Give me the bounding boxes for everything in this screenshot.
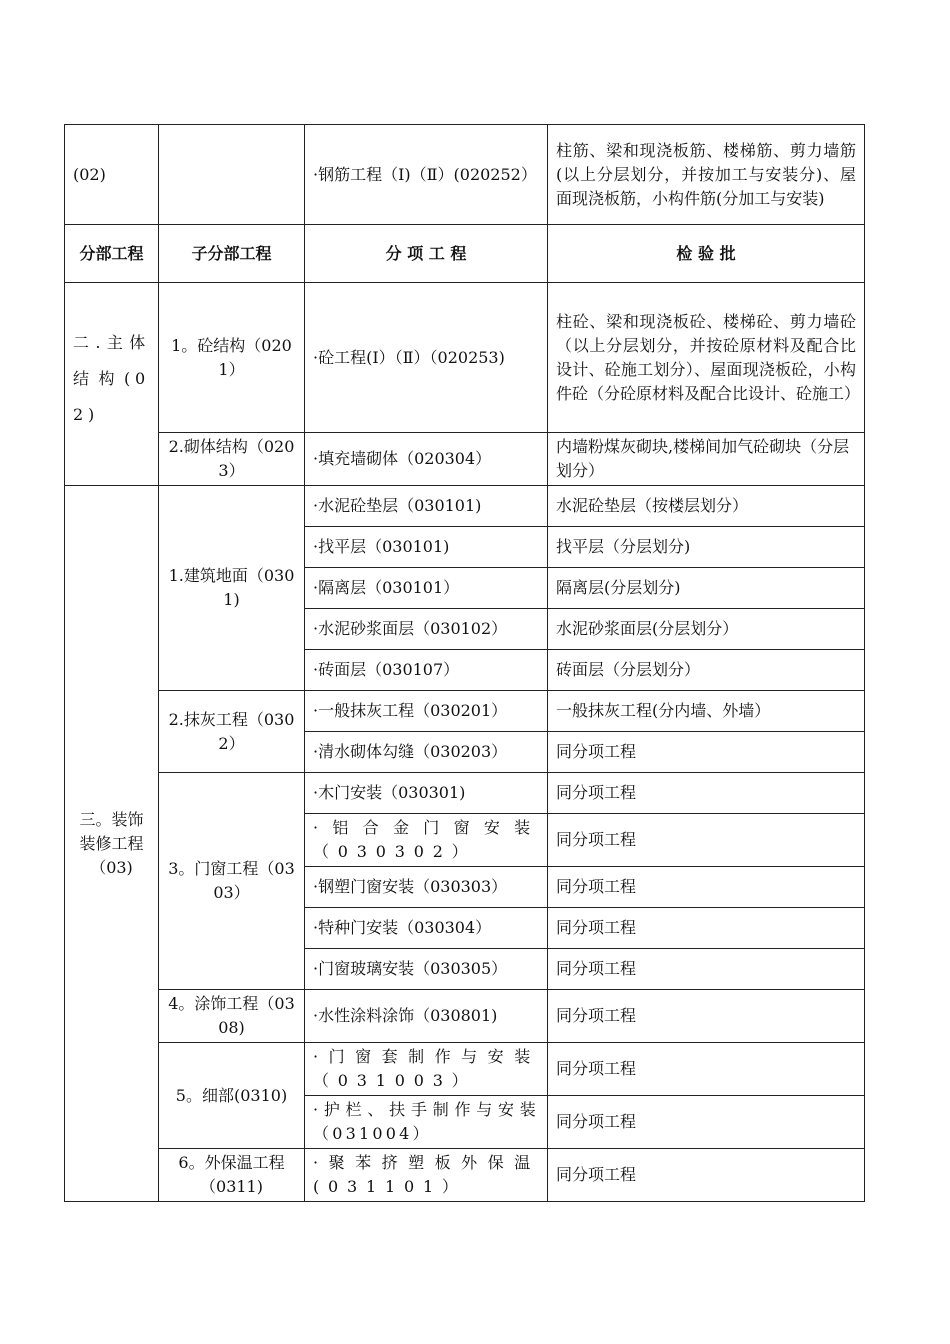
batch-cell: 柱筋、梁和现浇板筋、楼梯筋、剪力墙筋(以上分层划分，并按加工与安装分)、屋面现浇板筋，小构件筋(分加工与安装)	[548, 125, 865, 225]
item-cell: ·钢塑门窗安装（030303）	[305, 867, 548, 908]
batch-cell: 同分项工程	[548, 867, 865, 908]
item-cell: ·护栏、扶手制作与安装（031004）	[305, 1096, 548, 1149]
table-row	[65, 990, 865, 1043]
item-cell: ·聚苯挤塑板外保温(031101）	[305, 1149, 548, 1202]
item-cell: ·钢筋工程（Ⅰ)（Ⅱ）(020252）	[305, 125, 548, 225]
item-cell: ·找平层（030101)	[305, 527, 548, 568]
batch-cell: 一般抹灰工程(分内墙、外墙）	[548, 691, 865, 732]
table-row	[65, 125, 865, 225]
batch-cell: 同分项工程	[548, 908, 865, 949]
batch-cell: 隔离层(分层划分)	[548, 568, 865, 609]
table-row	[65, 691, 865, 732]
header-batch: 检 验 批	[548, 225, 865, 283]
batch-cell: 同分项工程	[548, 1096, 865, 1149]
item-cell: ·清水砌体勾缝（030203）	[305, 732, 548, 773]
batch-cell: 同分项工程	[548, 773, 865, 814]
batch-cell: 找平层（分层划分)	[548, 527, 865, 568]
table-row	[65, 283, 865, 433]
part-cell: (02)	[65, 125, 159, 225]
batch-cell: 水泥砂浆面层(分层划分）	[548, 609, 865, 650]
table-row	[65, 1149, 865, 1202]
subpart-cell-concrete: 1。砼结构（0201）	[159, 283, 305, 433]
subpart-cell-doors-windows: 3。门窗工程（0303）	[159, 773, 305, 990]
batch-cell: 同分项工程	[548, 1043, 865, 1096]
item-cell: ·水泥砼垫层（030101)	[305, 486, 548, 527]
batch-cell: 柱砼、梁和现浇板砼、楼梯砼、剪力墙砼（以上分层划分，并按砼原材料及配合比设计、砼施工划分）、屋面现浇板砼，小构件砼（分砼原材料及配合比设计、砼施工）	[548, 283, 865, 433]
header-part: 分部工程	[65, 225, 159, 283]
batch-cell: 同分项工程	[548, 1149, 865, 1202]
part-cell-main-structure: 二.主体结构(02)	[65, 283, 159, 486]
inspection-division-table	[64, 124, 865, 1202]
item-cell: ·一般抹灰工程（030201）	[305, 691, 548, 732]
subpart-cell-masonry: 2.砌体结构（0203）	[159, 433, 305, 486]
header-item: 分 项 工 程	[305, 225, 548, 283]
item-cell: ·水泥砂浆面层（030102）	[305, 609, 548, 650]
item-cell: ·砼工程(Ⅰ）（Ⅱ）（020253)	[305, 283, 548, 433]
batch-cell: 同分项工程	[548, 814, 865, 867]
subpart-cell-insulation: 6。外保温工程（0311)	[159, 1149, 305, 1202]
item-cell: ·砖面层（030107）	[305, 650, 548, 691]
subpart-cell-floor: 1.建筑地面（0301)	[159, 486, 305, 691]
batch-cell: 同分项工程	[548, 949, 865, 990]
table-row	[65, 486, 865, 527]
subpart-cell-coating: 4。涂饰工程（0308)	[159, 990, 305, 1043]
item-cell: ·水性涂料涂饰（030801)	[305, 990, 548, 1043]
table-row	[65, 773, 865, 814]
table-row	[65, 433, 865, 486]
table-header-row	[65, 225, 865, 283]
part-cell-decoration: 三。装饰装修工程（03)	[65, 486, 159, 1202]
batch-cell: 同分项工程	[548, 732, 865, 773]
item-cell: ·隔离层（030101）	[305, 568, 548, 609]
subpart-cell-plaster: 2.抹灰工程（0302）	[159, 691, 305, 773]
item-cell: ·填充墙砌体（020304）	[305, 433, 548, 486]
batch-cell: 砖面层（分层划分）	[548, 650, 865, 691]
item-cell: ·木门安装（030301)	[305, 773, 548, 814]
batch-cell: 内墙粉煤灰砌块,楼梯间加气砼砌块（分层划分）	[548, 433, 865, 486]
table-row	[65, 1043, 865, 1096]
item-cell: ·门窗套制作与安装（031003）	[305, 1043, 548, 1096]
header-subpart: 子分部工程	[159, 225, 305, 283]
item-cell: ·特种门安装（030304）	[305, 908, 548, 949]
batch-cell: 同分项工程	[548, 990, 865, 1043]
subpart-cell-details: 5。细部(0310)	[159, 1043, 305, 1149]
batch-cell: 水泥砼垫层（按楼层划分）	[548, 486, 865, 527]
item-cell: ·门窗玻璃安装（030305）	[305, 949, 548, 990]
subpart-cell	[159, 125, 305, 225]
item-cell: ·铝合金门窗安装（030302）	[305, 814, 548, 867]
